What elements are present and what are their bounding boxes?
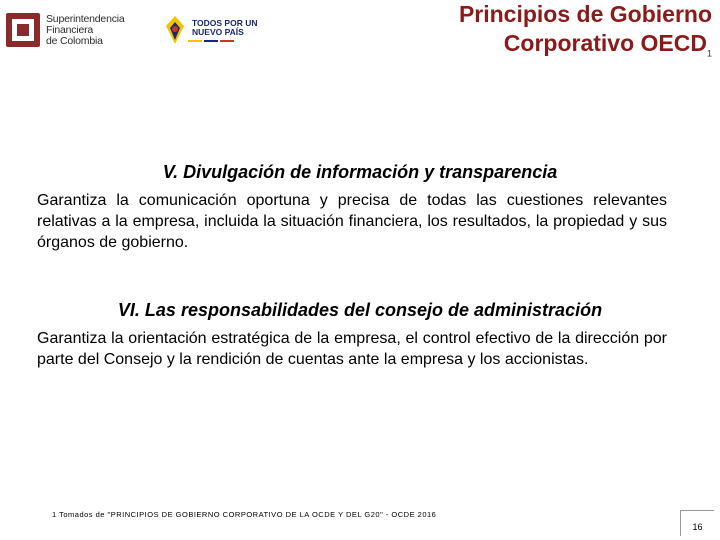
page-title-line2-text: Corporativo OECD xyxy=(503,30,707,56)
gov-logo-line: NUEVO PAÍS xyxy=(192,27,244,37)
gov-logo xyxy=(162,8,262,52)
sfc-logo-line: de Colombia xyxy=(46,34,103,47)
gov-logo-line: TODOS POR UN xyxy=(192,17,258,28)
gov-logo-color-bars xyxy=(188,40,258,42)
gov-logo-text xyxy=(188,19,258,42)
section-heading-v: V. Divulgación de información y transparencia xyxy=(162,162,558,182)
page-number: 16 xyxy=(680,510,714,536)
section-heading-vi: VI. Las responsabilidades del consejo de administración xyxy=(117,300,603,320)
title-footnote-marker: 1 xyxy=(706,48,712,59)
sfc-logo-mark-icon xyxy=(6,13,40,47)
page-title-line1: Principios de Gobierno xyxy=(458,1,712,27)
section-text-v: Garantiza la comunicación oportuna y precisa de todas las cuestiones relevantes relativas a la empresa, incluida la situación financiera, los resultados, la propiedad y sus órganos de gobierno. xyxy=(37,192,667,251)
footnote: 1 Tomados de "PRINCIPIOS DE GOBIERNO CORPORATIVO DE LA OCDE Y DEL G20" - OCDE 2016 xyxy=(52,510,437,519)
section-text-vi: Garantiza la orientación estratégica de la empresa, el control efectivo de la dirección por parte del Consejo y la rendición de cuentas ante la empresa y los accionistas. xyxy=(37,330,667,368)
gov-logo-emblem-icon xyxy=(162,14,188,46)
sfc-logo-line: Financiera xyxy=(46,23,94,36)
page-title xyxy=(459,0,712,69)
page-title-line2 xyxy=(459,29,712,69)
sfc-logo-line: Superintendencia xyxy=(46,12,125,25)
sfc-logo-text xyxy=(46,14,125,47)
sfc-logo xyxy=(6,10,134,50)
